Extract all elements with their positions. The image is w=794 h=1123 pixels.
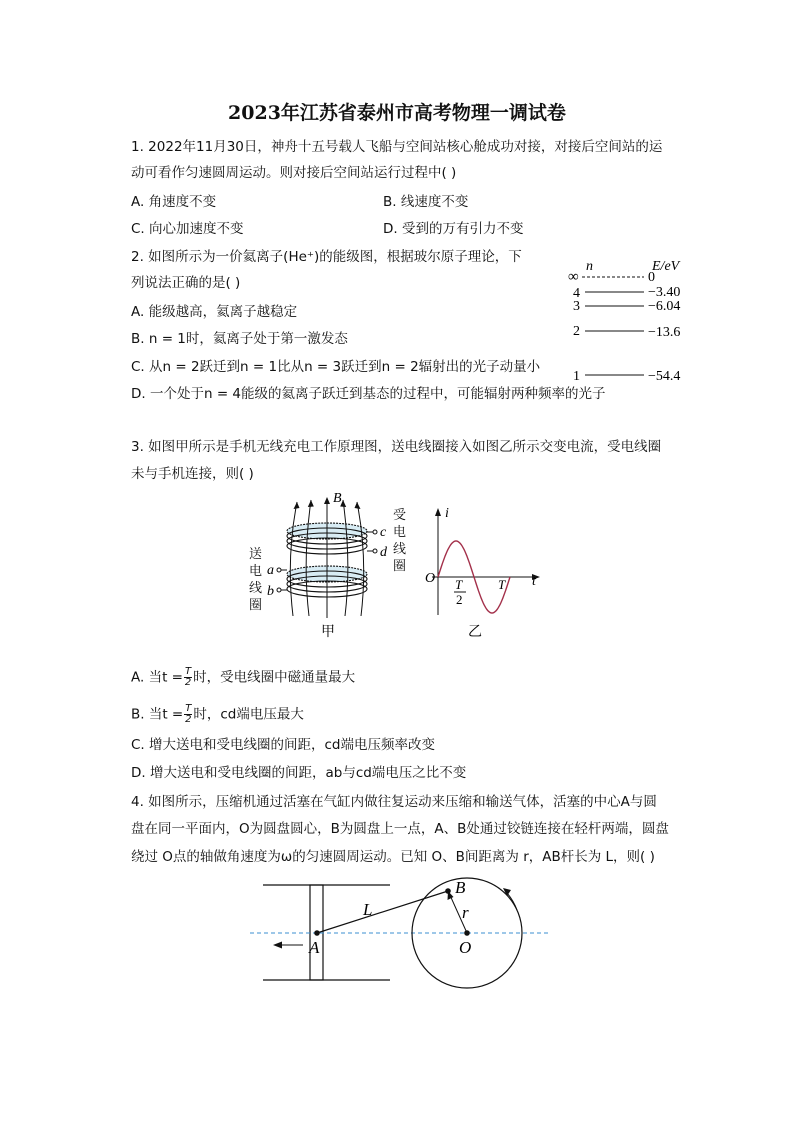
b-field-label: B — [333, 491, 342, 506]
terminal-c — [373, 530, 377, 534]
q3-option-b-suffix: 时，cd端电压最大 — [193, 706, 304, 723]
q3-option-a-fraction — [184, 667, 192, 688]
level-e-1: −54.4 — [648, 369, 681, 384]
recv-coil-label-3: 线 — [393, 541, 407, 556]
q3-stem-line2: 未与手机连接，则( ) — [131, 466, 254, 482]
q3-option-a[interactable] — [131, 667, 355, 688]
q3-option-d[interactable]: D. 增大送电和受电线圈的间距，ab与cd端电压之比不变 — [131, 765, 467, 781]
label-d: d — [380, 545, 387, 560]
level-e-4: −3.40 — [648, 285, 681, 300]
send-coil-label-2: 电 — [249, 563, 263, 578]
energy-axis-label: E/eV — [652, 259, 680, 274]
level-n-1: 1 — [573, 369, 580, 384]
recv-coil-label-1: 受 — [393, 507, 407, 522]
q3-option-b-frac-den: 2 — [185, 714, 192, 725]
energy-level-diagram — [560, 250, 700, 390]
q3-option-a-suffix: 时，受电线圈中磁通量最大 — [193, 669, 356, 686]
level-n-inf: ∞ — [568, 269, 579, 285]
magnetic-field-lines — [290, 498, 363, 618]
level-e-3: −6.04 — [648, 299, 681, 314]
i-axis-arrow — [435, 508, 441, 516]
recv-coil-label-2: 电 — [393, 524, 407, 539]
q3-option-b-frac-num: T — [185, 703, 192, 714]
q4-stem-line1: 4. 如图所示，压缩机通过活塞在气缸内做往复运动来压缩和输送气体，活塞的中心A与圆 — [131, 794, 657, 810]
label-a: A — [309, 938, 320, 957]
label-r: r — [462, 903, 469, 922]
label-o: O — [459, 938, 472, 957]
q2-option-d[interactable]: D. 一个处于n = 4能级的氦离子跃迁到基态的过程中，可能辐射两种频率的光子 — [131, 386, 606, 402]
q2-stem-line2: 列说法正确的是( ) — [131, 275, 241, 291]
point-b — [445, 888, 451, 894]
coil-figure — [245, 488, 415, 643]
rod-ab — [317, 891, 448, 933]
point-o — [464, 930, 470, 936]
q3-stem-line1: 3. 如图甲所示是手机无线充电工作原理图，送电线圈接入如图乙所示交变电流，受电线圈 — [131, 439, 662, 455]
q3-option-b[interactable] — [131, 704, 304, 725]
label-c: c — [380, 525, 387, 540]
q3-option-a-frac-num: T — [184, 666, 192, 677]
label-b: B — [455, 878, 466, 897]
q3-option-c[interactable]: C. 增大送电和受电线圈的间距，cd端电压频率改变 — [131, 737, 435, 753]
level-n-4: 4 — [573, 286, 580, 301]
compressor-figure — [245, 873, 555, 1013]
i-label: i — [445, 506, 449, 521]
q1-option-a[interactable]: A. 角速度不变 — [131, 194, 217, 210]
label-b: b — [267, 584, 274, 599]
level-e-inf: 0 — [648, 270, 655, 285]
q1-option-d[interactable]: D. 受到的万有引力不变 — [383, 221, 524, 237]
q1-option-b[interactable]: B. 线速度不变 — [383, 194, 469, 210]
send-coil-label-3: 线 — [249, 580, 263, 595]
q3-option-b-fraction — [184, 704, 192, 725]
q4-stem-line2: 盘在同一平面内，O为圆盘圆心，B为圆盘上一点，A、B处通过铰链连接在轻杆两端，圆盘 — [131, 821, 669, 837]
half-period-num: T — [455, 577, 463, 592]
q3-option-a-frac-den: 2 — [184, 677, 192, 688]
motion-arrow-head — [273, 942, 282, 949]
q1-option-c[interactable]: C. 向心加速度不变 — [131, 221, 244, 237]
terminal-a — [277, 568, 281, 572]
n-axis-label: n — [586, 259, 593, 274]
q3-option-b-prefix: B. 当t = — [131, 706, 184, 723]
point-a — [314, 930, 320, 936]
send-coil-label-1: 送 — [249, 546, 263, 561]
figure-caption-yi: 乙 — [468, 625, 482, 640]
label-a: a — [267, 563, 274, 578]
q2-option-b[interactable]: B. n = 1时，氦离子处于第一激发态 — [131, 331, 348, 347]
q2-stem-line1: 2. 如图所示为一价氦离子(He⁺)的能级图，根据玻尔原子理论，下 — [131, 249, 522, 265]
page-title: 2023年江苏省泰州市高考物理一调试卷 — [228, 102, 566, 124]
level-n-2: 2 — [573, 324, 580, 339]
q1-stem-line2: 动可看作匀速圆周运动。则对接后空间站运行过程中( ) — [131, 165, 457, 181]
label-l: L — [363, 900, 373, 919]
level-e-2: −13.6 — [648, 325, 681, 340]
recv-coil-label-4: 圈 — [393, 558, 407, 573]
half-period-den: 2 — [456, 592, 463, 607]
t-label: t — [532, 574, 536, 589]
origin-label: O — [425, 571, 436, 586]
q2-option-a[interactable]: A. 能级越高，氦离子越稳定 — [131, 304, 298, 320]
terminal-b — [277, 588, 281, 592]
current-graph — [420, 505, 550, 645]
send-coil-label-4: 圈 — [249, 597, 263, 612]
period-label: T — [498, 577, 506, 592]
q4-stem-line3: 绕过 O点的轴做角速度为ω的匀速圆周运动。已知 O、B间距离为 r，AB杆长为 L，则( ) — [131, 849, 655, 865]
q1-stem-line1: 1. 2022年11月30日，神舟十五号载人飞船与空间站核心舱成功对接，对接后空间站的运 — [131, 139, 663, 155]
q3-option-a-prefix: A. 当t = — [131, 669, 183, 686]
figure-caption-jia: 甲 — [321, 625, 335, 640]
level-n-3: 3 — [573, 299, 580, 314]
q2-option-c[interactable]: C. 从n = 2跃迁到n = 1比从n = 3跃迁到n = 2辐射出的光子动量小 — [131, 359, 541, 375]
terminal-d — [373, 549, 377, 553]
